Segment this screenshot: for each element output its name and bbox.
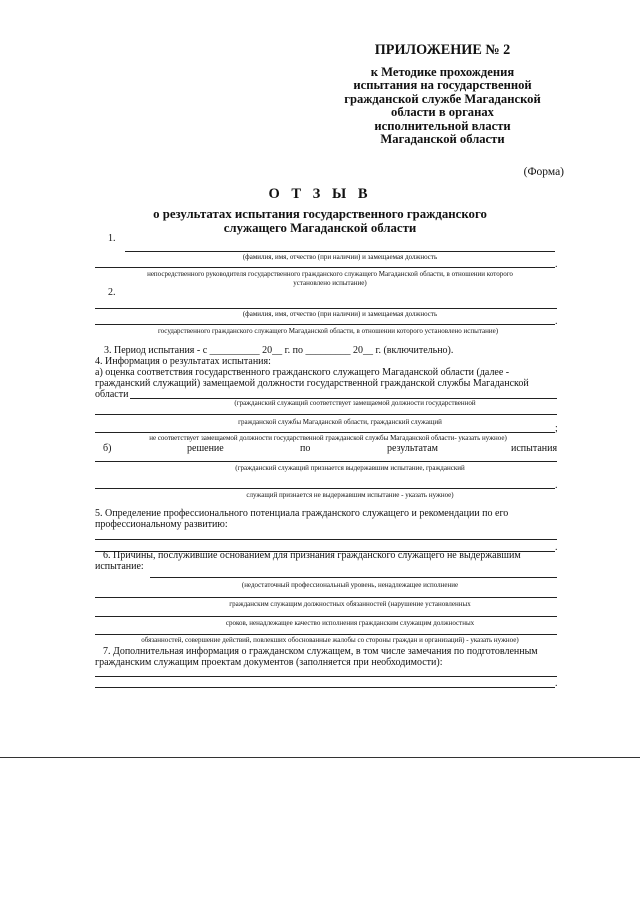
caption-s2-1: (фамилия, имя, отчество (при наличии) и замещаемая должность bbox=[242, 310, 438, 318]
section-6-line-2: испытание: bbox=[95, 561, 144, 572]
fill-line-s4a-3[interactable] bbox=[95, 432, 555, 433]
line-end-mark: . bbox=[555, 542, 558, 553]
fill-line-s4a-2[interactable] bbox=[95, 414, 557, 415]
caption-s2-2: государственного гражданского служащего Магаданской области, в отношении которого установлено испытание) bbox=[157, 327, 499, 335]
fill-line-s2-b[interactable] bbox=[95, 324, 555, 325]
fill-line-s7-1[interactable] bbox=[95, 676, 557, 677]
fill-line-s6-4[interactable] bbox=[95, 634, 557, 635]
line-end-mark: . bbox=[555, 678, 558, 689]
fill-line-s5-1[interactable] bbox=[95, 539, 557, 540]
section-4a-line-2: гражданский служащий) замещаемой должности государственной гражданской службы Магаданской bbox=[95, 378, 529, 389]
line-end-mark: . bbox=[555, 259, 558, 270]
section-4-heading: 4. Информация о результатах испытания: bbox=[95, 356, 271, 367]
caption-s6-4: обязанностей, совершение действий, повлекших обоснованные жалобы со стороны граждан и организаций) - указать нужное) bbox=[141, 636, 519, 644]
fill-line-s1-a[interactable] bbox=[125, 251, 555, 252]
appendix-line: испытания на государственной bbox=[353, 78, 532, 93]
section-5-line-1: 5. Определение профессионального потенциала гражданского служащего и рекомендации по его bbox=[95, 508, 509, 519]
appendix-line: к Методике прохождения bbox=[370, 65, 515, 79]
fill-line-s6-3[interactable] bbox=[95, 616, 557, 617]
section-4b-word: решение bbox=[187, 443, 224, 454]
section-4a-line-1: а) оценка соответствия государственного гражданского служащего Магаданской области (далее - bbox=[95, 367, 510, 378]
caption-s6-3: сроков, ненадлежащее качество исполнения гражданским служащим должностных bbox=[225, 619, 475, 627]
line-end-mark: ; bbox=[555, 423, 558, 434]
section-6-line-1: 6. Причины, послужившие основанием для признания гражданского служащего не выдержавшим bbox=[103, 550, 521, 561]
section-7-line-1: 7. Дополнительная информация о гражданском служащем, в том числе замечания по подготовленным bbox=[103, 646, 538, 657]
caption-s4a-1: (гражданский служащий соответствует замещаемой должности государственной bbox=[234, 399, 476, 407]
appendix-line: Магаданской области bbox=[380, 132, 505, 147]
appendix-line: исполнительной власти bbox=[374, 118, 511, 133]
fill-line-s7-2[interactable] bbox=[95, 687, 555, 688]
caption-s1-3: установлено испытание) bbox=[293, 279, 367, 287]
section-4b-word: б) bbox=[103, 443, 112, 454]
fill-line-s1-b[interactable] bbox=[95, 267, 555, 268]
subtitle-line: служащего Магаданской области bbox=[223, 221, 417, 235]
fill-line-s2-a[interactable] bbox=[95, 308, 557, 309]
section-4b-word: испытания bbox=[511, 443, 558, 454]
caption-s4b-2: служащий признается не выдержавшим испытание - указать нужное) bbox=[246, 491, 454, 499]
fill-line-s6-2[interactable] bbox=[95, 597, 557, 598]
caption-s6-1: (недостаточный профессиональный уровень, ненадлежащее исполнение bbox=[241, 581, 459, 589]
probation-period: 3. Период испытания - с __________ 20__ г. по _________ 20__ г. (включительно). bbox=[104, 345, 454, 356]
section-2-number: 2. bbox=[108, 287, 116, 298]
section-7-line-2: гражданским служащим проектам документов (заполняется при необходимости): bbox=[95, 657, 443, 668]
line-end-mark: . bbox=[555, 480, 558, 491]
caption-s4b-1: (гражданский служащий признается выдержавшим испытание, гражданский bbox=[235, 464, 465, 472]
caption-s6-2: гражданским служащим должностных обязанностей (нарушение установленных bbox=[229, 600, 471, 608]
page-bottom-rule bbox=[0, 757, 640, 758]
caption-s4a-3: не соответствует замещаемой должности государственной гражданской службы Магаданской области- указать нужное) bbox=[149, 434, 507, 442]
document-title: О Т З Ы В bbox=[268, 186, 372, 202]
caption-s1-1: (фамилия, имя, отчество (при наличии) и замещаемая должность bbox=[242, 253, 438, 261]
appendix-title: ПРИЛОЖЕНИЕ № 2 bbox=[374, 42, 511, 58]
appendix-subtitle bbox=[300, 66, 585, 146]
caption-s4a-2: гражданской службы Магаданской области, гражданский служащий bbox=[238, 418, 442, 426]
appendix-line: гражданской службе Магаданской bbox=[344, 91, 541, 106]
subtitle-line: о результатах испытания государственного гражданского bbox=[153, 207, 487, 221]
section-5-line-2: профессиональному развитию: bbox=[95, 519, 228, 530]
section-4b-word: по bbox=[300, 443, 311, 454]
line-end-mark: . bbox=[555, 316, 558, 327]
fill-line-s4b-2[interactable] bbox=[95, 488, 555, 489]
section-4a-line-3: области bbox=[95, 389, 129, 400]
section-1-number: 1. bbox=[108, 233, 116, 244]
section-4b-word: результатам bbox=[387, 443, 438, 454]
form-label: (Форма) bbox=[523, 166, 564, 178]
fill-line-s4b-1[interactable] bbox=[95, 461, 557, 462]
fill-line-s6-1[interactable] bbox=[150, 577, 557, 578]
appendix-line: области в органах bbox=[391, 105, 494, 120]
document-subtitle bbox=[110, 207, 530, 235]
caption-s1-2: непосредственного руководителя государственного гражданского служащего Магаданской области, в отношении которого bbox=[147, 270, 513, 278]
